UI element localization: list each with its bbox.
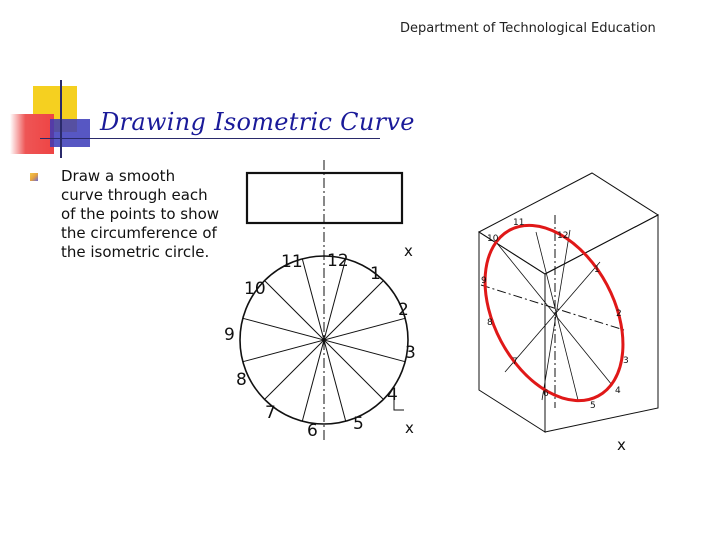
front-label-11: 11 [281,252,303,272]
iso-label-8: 8 [487,318,493,328]
front-label-5: 5 [353,414,364,434]
iso-diagonal-b [536,232,578,400]
iso-label-11: 11 [513,218,525,228]
iso-label-5: 5 [590,401,596,411]
iso-label-10: 10 [487,234,499,244]
iso-diagonal-d [505,262,600,372]
front-label-3: 3 [405,343,416,363]
front-label-4: 4 [387,385,398,405]
slide-title: Drawing Isometric Curve [100,108,415,136]
front-label-2: 2 [398,300,409,320]
iso-label-12: 12 [557,231,569,241]
front-view [240,160,408,440]
iso-label-1: 1 [594,265,600,275]
front-label-9: 9 [224,325,235,345]
front-label-6: 6 [307,421,318,441]
iso-label-2: 2 [616,309,622,319]
iso-top-face [479,173,658,274]
front-label-8: 8 [236,370,247,390]
iso-label-3: 3 [623,356,629,366]
iso-horizontal-axis [481,285,624,330]
bullet-text: Draw a smooth curve through each of the points to show the circumference of the isometric circle. [61,167,220,261]
iso-label-x: x [617,436,626,454]
isometric-block [479,173,658,432]
front-label-12: 12 [327,251,349,271]
iso-label-4: 4 [615,386,621,396]
iso-label-6: 6 [543,389,549,399]
department-header: Department of Technological Education [400,21,656,36]
front-label-7: 7 [265,403,276,423]
front-label-10: 10 [244,279,266,299]
front-label-1: 1 [370,264,381,284]
front-label-x-top: x [404,242,413,260]
iso-diagonal-c [542,230,570,400]
front-label-x-bottom: x [405,419,414,437]
iso-label-9: 9 [481,276,487,286]
iso-label-7: 7 [512,357,518,367]
